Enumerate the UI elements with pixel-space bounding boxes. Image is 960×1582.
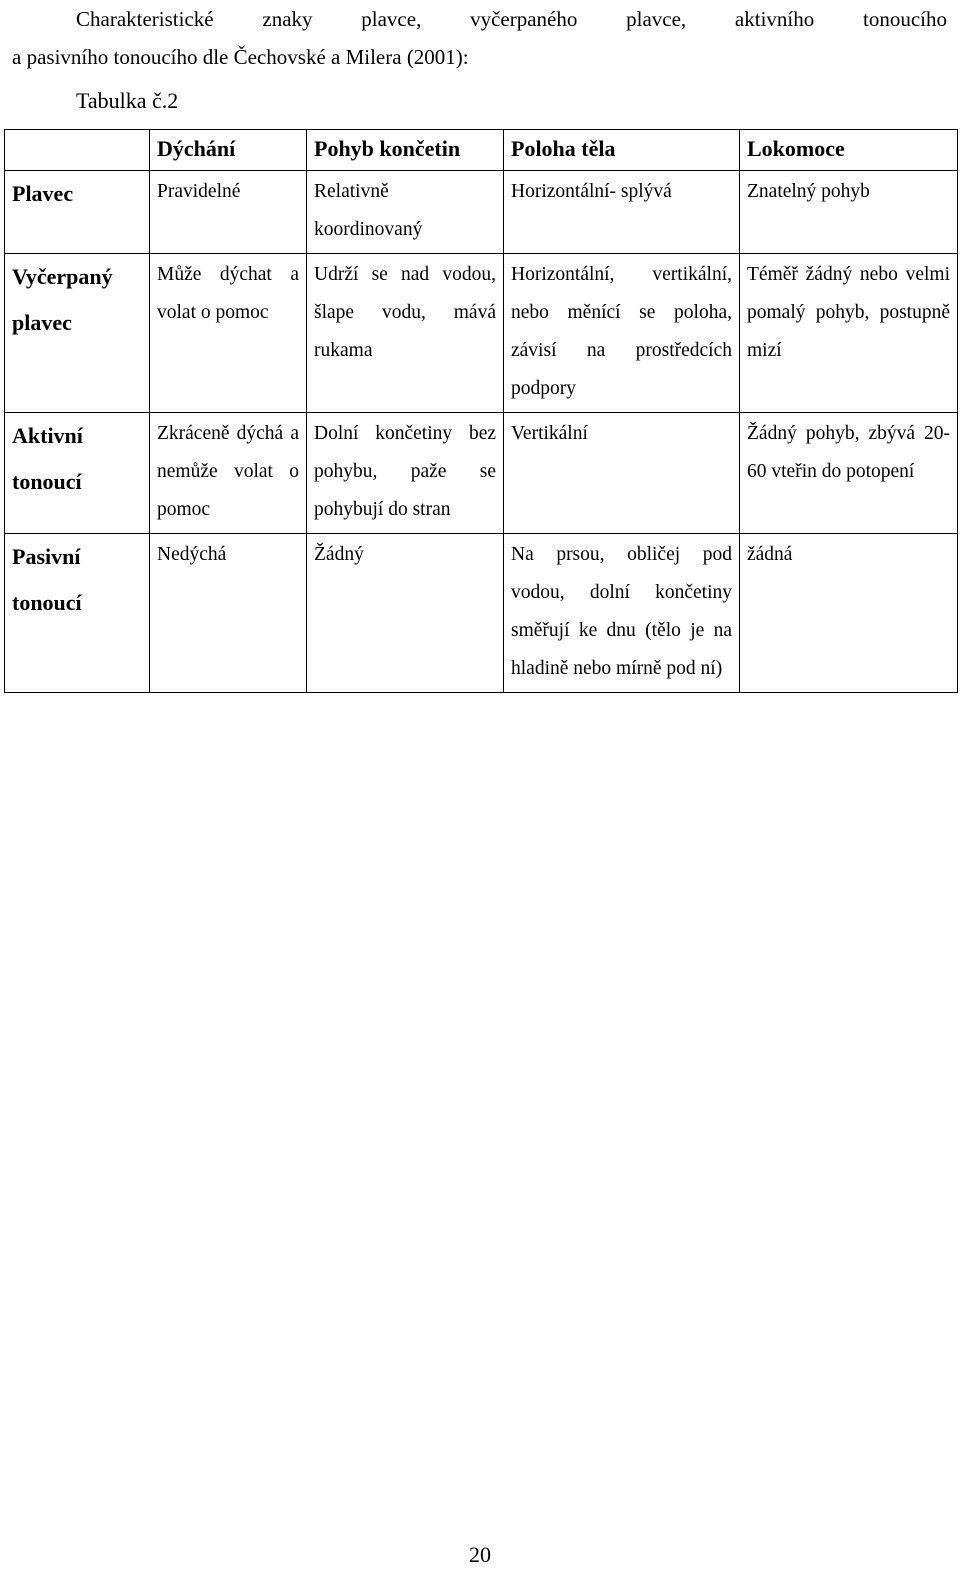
- table-cell: Vertikální: [504, 413, 740, 534]
- table-row: [5, 413, 958, 534]
- row-label: Pasivní tonoucí: [5, 534, 150, 693]
- table-cell: Dolní končetiny bez pohybu, paže se pohybují do stran: [307, 413, 504, 534]
- table-caption: Tabulka č.2: [76, 88, 179, 113]
- table-row: [5, 254, 958, 413]
- comparison-table: [4, 129, 958, 693]
- table-row: [5, 534, 958, 693]
- header-cell-dychani: Dýchání: [150, 130, 307, 171]
- table-cell: Zkráceně dýchá a nemůže volat o pomoc: [150, 413, 307, 534]
- header-cell-poloha-tela: Poloha těla: [504, 130, 740, 171]
- row-label: Vyčerpaný plavec: [5, 254, 150, 413]
- header-cell-pohyb-koncetin: Pohyb končetin: [307, 130, 504, 171]
- table-cell: Téměř žádný nebo velmi pomalý pohyb, postupně mizí: [740, 254, 958, 413]
- row-label: Plavec: [5, 171, 150, 254]
- table-cell: Pravidelné: [150, 171, 307, 254]
- table-cell: Na prsou, obličej pod vodou, dolní končetiny směřují ke dnu (tělo je na hladině nebo mírně pod ní): [504, 534, 740, 693]
- table-cell: Může dýchat a volat o pomoc: [150, 254, 307, 413]
- table-cell: Znatelný pohyb: [740, 171, 958, 254]
- header-cell-lokomoce: Lokomoce: [740, 130, 958, 171]
- intro-paragraph: [12, 0, 947, 76]
- table-row: [5, 171, 958, 254]
- table-cell: Žádný pohyb, zbývá 20-60 vteřin do potopení: [740, 413, 958, 534]
- table-header-row: [5, 130, 958, 171]
- table-cell: Relativně koordinovaný: [307, 171, 504, 254]
- table-cell: Horizontální- splývá: [504, 171, 740, 254]
- header-cell-empty: [5, 130, 150, 171]
- table-cell: Horizontální, vertikální, nebo měnící se poloha, závisí na prostředcích podpory: [504, 254, 740, 413]
- row-label: Aktivní tonoucí: [5, 413, 150, 534]
- page-number: 20: [469, 1542, 491, 1567]
- table-cell: Žádný: [307, 534, 504, 693]
- intro-line-1: Charakteristické znaky plavce, vyčerpaného plavce, aktivního tonoucího: [76, 7, 947, 31]
- intro-line-2: a pasivního tonoucího dle Čechovské a Milera (2001):: [12, 45, 469, 69]
- table-cell: Nedýchá: [150, 534, 307, 693]
- table-cell: žádná: [740, 534, 958, 693]
- table-cell: Udrží se nad vodou, šlape vodu, mává rukama: [307, 254, 504, 413]
